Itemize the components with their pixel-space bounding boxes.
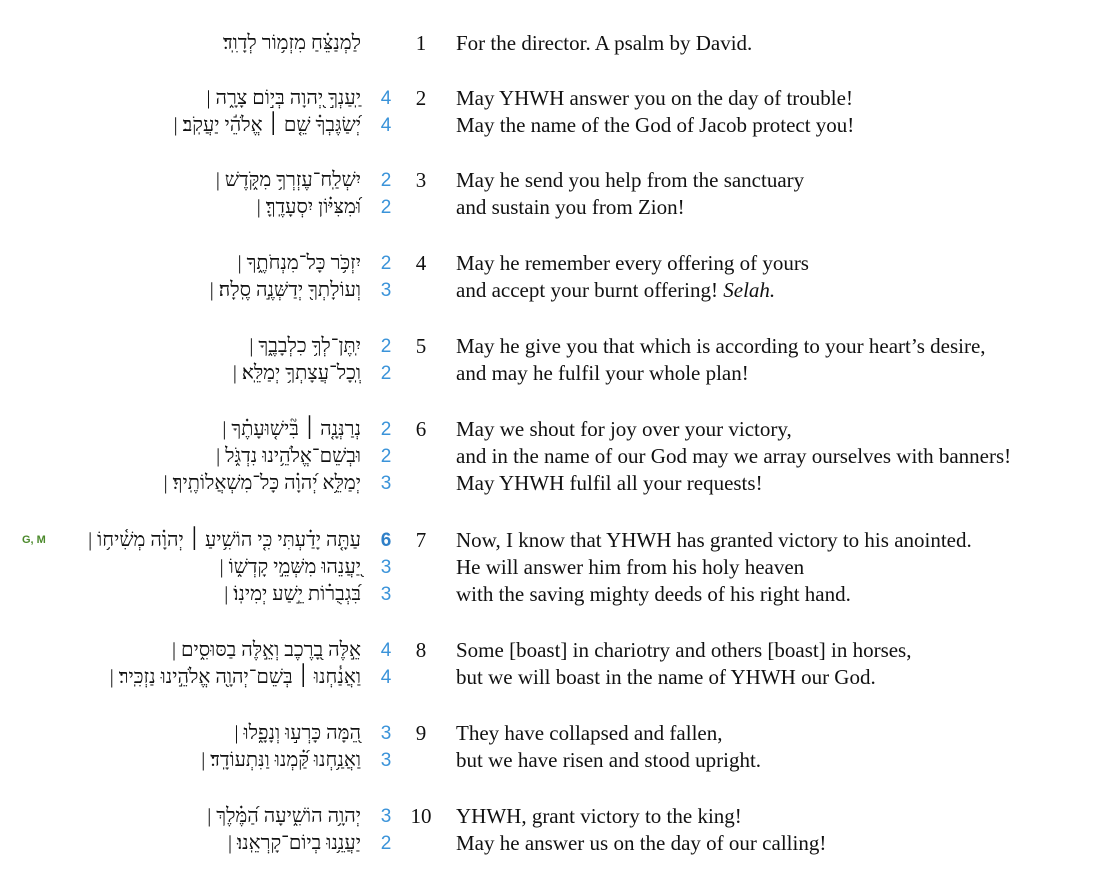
stress-count: 3: [380, 723, 392, 744]
stress-count: 2: [380, 336, 392, 357]
translation-text: and may he fulfil your whole plan!: [456, 361, 749, 385]
verse-line: [0, 250, 1110, 277]
verse-5: [0, 333, 1110, 387]
verse-number: 9: [415, 721, 427, 745]
english-translation: [456, 167, 804, 194]
translation-text: May he answer us on the day of our calling!: [456, 831, 827, 855]
stress-count: 2: [380, 419, 392, 440]
verse-1: [0, 30, 1110, 57]
translation-text: For the director. A psalm by David.: [456, 31, 753, 55]
english-translation: [456, 85, 853, 112]
translation-text: but we will boast in the name of YHWH our God.: [456, 665, 876, 689]
hebrew-text: יְ֝שַׂגֶּבְךָ֗ שֵׁ֤ם ׀ אֱלֹהֵ֬י יַעֲקֹֽב׃ |: [173, 114, 361, 136]
translation-text: They have collapsed and fallen,: [456, 721, 723, 745]
english-translation: [456, 30, 752, 57]
hebrew-text: וַאֲנַ֓חְנוּ ׀ בְּשֵׁם־יְהוָ֖ה אֱלֹהֵ֣ינוּ נַזְכִּֽיר׃ |: [109, 666, 361, 688]
stress-count: 2: [380, 833, 392, 854]
verse-line: [0, 112, 1110, 139]
verse-line: [0, 30, 1110, 57]
hebrew-text: יִזְכֹּ֥ר כָּל־מִנְחֹתֶ֑ךָ |: [237, 252, 361, 274]
verse-line: [0, 554, 1110, 581]
stress-count: 3: [380, 806, 392, 827]
translation-text: May he give you that which is according to your heart’s desire,: [456, 334, 986, 358]
english-translation: [456, 277, 775, 304]
verse-line: [0, 830, 1110, 857]
translation-text: and accept your burnt offering!: [456, 278, 719, 302]
verse-4: [0, 250, 1110, 304]
english-translation: [456, 747, 761, 774]
verse-line: [0, 637, 1110, 664]
hebrew-text: וְעוֹלָתְךָ֖ יְדַשְּׁנֶ֣ה סֶֽלָה׃ |: [209, 279, 361, 301]
translation-text: with the saving mighty deeds of his right hand.: [456, 582, 851, 606]
hebrew-text: וְֽכָל־עֲצָתְךָ֥ יְמַלֵּֽא׃ |: [232, 362, 361, 384]
hebrew-text: יִֽתֶּן־לְךָ֥ כִלְבָבֶ֑ךָ |: [249, 335, 361, 357]
verse-line: [0, 747, 1110, 774]
hebrew-text: נְרַנְּנָ֤ה ׀ בִּ֘ישׁ֤וּעָתֶ֗ךָ |: [222, 418, 361, 440]
verse-number: 5: [415, 334, 427, 358]
verse-number: 1: [415, 31, 427, 55]
verse-number: 10: [410, 804, 432, 828]
translation-text: May the name of the God of Jacob protect you!: [456, 113, 855, 137]
english-translation: [456, 333, 986, 360]
stress-count: 4: [380, 667, 392, 688]
english-translation: [456, 416, 792, 443]
hebrew-text: יַעֲנֵ֥נוּ בְיוֹם־קָרְאֵֽנוּ׃ |: [228, 832, 361, 854]
stress-count: 3: [380, 750, 392, 771]
english-translation: [456, 664, 876, 691]
verse-line: [0, 720, 1110, 747]
hebrew-text: אֵ֣לֶּה בָ֭רֶכֶב וְאֵ֣לֶּה בַסּוּסִ֑ים |: [172, 639, 361, 661]
verse-line: [0, 167, 1110, 194]
stress-count: 6: [380, 530, 392, 551]
stress-count: 3: [380, 280, 392, 301]
hebrew-text: יַ֭עֲנֵהוּ מִשְּׁמֵ֣י קָדְשׁ֑וֹ |: [219, 556, 361, 578]
stress-count: 2: [380, 197, 392, 218]
translation-text: YHWH, grant victory to the king!: [456, 804, 742, 828]
verse-line: [0, 194, 1110, 221]
stress-count: 2: [380, 446, 392, 467]
verse-6: [0, 416, 1110, 497]
verse-line: [0, 333, 1110, 360]
english-translation: [456, 360, 749, 387]
english-translation: [456, 581, 851, 608]
translation-text: May he send you help from the sanctuary: [456, 168, 805, 192]
verse-line: [0, 803, 1110, 830]
english-translation: [456, 470, 763, 497]
verse-line: [0, 470, 1110, 497]
verse-line: [0, 360, 1110, 387]
english-translation: [456, 443, 1011, 470]
hebrew-text: יַֽעַנְךָ֣ יְ֭הוָה בְּי֣וֹם צָרָ֑ה |: [206, 87, 361, 109]
stress-count: 3: [380, 584, 392, 605]
stress-count: 4: [380, 88, 392, 109]
verse-2: [0, 85, 1110, 139]
translation-text: and in the name of our God may we array ourselves with banners!: [456, 444, 1012, 468]
hebrew-text: לַמְנַצֵּ֗חַ מִזְמ֥וֹר לְדָוִֽד׃: [223, 32, 361, 54]
verse-7: [0, 527, 1110, 608]
hebrew-text: יְמַלֵּ֥א יְ֝הוָ֗ה כָּל־מִשְׁאֲלוֹתֶֽיךָ׃ |: [163, 472, 361, 494]
verse-number: 7: [415, 528, 427, 552]
hebrew-text: הֵ֭מָּה כָּרְע֣וּ וְנָפָ֑לוּ |: [234, 722, 361, 744]
hebrew-text: וּבְשֵׁם־אֱלֹהֵ֥ינוּ נִדְגֹּ֑ל |: [216, 445, 361, 467]
verse-3: [0, 167, 1110, 221]
english-translation: [456, 112, 854, 139]
translation-text: and sustain you from Zion!: [456, 195, 685, 219]
verse-line: [0, 664, 1110, 691]
verse-number: 2: [415, 86, 427, 110]
stress-count: 3: [380, 557, 392, 578]
translation-text: May we shout for joy over your victory,: [456, 417, 792, 441]
verse-8: [0, 637, 1110, 691]
hebrew-text: עַתָּ֤ה יָדַ֗עְתִּי כִּ֤י הוֹשִׁ֥יעַ ׀ יְהוָ֗ה מְשִׁ֫יח֥וֹ |: [88, 529, 361, 551]
translation-text: but we have risen and stood upright.: [456, 748, 762, 772]
hebrew-text: יִשְׁלַֽח־עֶזְרְךָ֥ מִקֹּ֑דֶשׁ |: [215, 169, 361, 191]
hebrew-text: בִּ֝גְבֻר֗וֹת יֵ֣שַׁע יְמִינֽוֹ׃ |: [224, 583, 361, 605]
translation-text: He will answer him from his holy heaven: [456, 555, 805, 579]
verse-line: [0, 443, 1110, 470]
stress-count: 2: [380, 363, 392, 384]
verse-number: 8: [415, 638, 427, 662]
translation-text: May YHWH fulfil all your requests!: [456, 471, 763, 495]
translation-text: May he remember every offering of yours: [456, 251, 809, 275]
verse-number: 3: [415, 168, 427, 192]
stress-count: 4: [380, 640, 392, 661]
english-translation: [456, 250, 809, 277]
english-translation: [456, 803, 742, 830]
verse-line: [0, 416, 1110, 443]
hebrew-text: וּ֝מִצִּיּ֗וֹן יִסְעָדֶֽךָּ׃ |: [256, 196, 361, 218]
translation-text: Now, I know that YHWH has granted victory to his anointed.: [456, 528, 972, 552]
verse-9: [0, 720, 1110, 774]
english-translation: [456, 554, 804, 581]
english-translation: [456, 830, 826, 857]
verse-number: 6: [415, 417, 427, 441]
hebrew-text: וַאֲנַ֥חְנוּ קַּ֝֗מְנוּ וַנִּתְעוֹדָֽד׃ |: [201, 749, 361, 771]
translation-text: Some [boast] in chariotry and others [boast] in horses,: [456, 638, 912, 662]
english-translation: [456, 720, 722, 747]
verse-10: [0, 803, 1110, 857]
stress-count: 3: [380, 473, 392, 494]
verse-line: [0, 277, 1110, 304]
verse-line: [0, 85, 1110, 112]
english-translation: [456, 527, 972, 554]
selah-marker: Selah.: [723, 278, 776, 302]
english-translation: [456, 194, 685, 221]
verse-line: [0, 527, 1110, 554]
stress-count: 4: [380, 115, 392, 136]
hebrew-text: יְהוָ֥ה הוֹשִׁ֑יעָה הַ֝מֶּ֗לֶךְ |: [207, 805, 361, 827]
translation-text: May YHWH answer you on the day of trouble!: [456, 86, 853, 110]
manuscript-note: G, M: [22, 534, 46, 546]
english-translation: [456, 637, 911, 664]
stress-count: 2: [380, 253, 392, 274]
verse-line: [0, 581, 1110, 608]
verse-number: 4: [415, 251, 427, 275]
stress-count: 2: [380, 170, 392, 191]
